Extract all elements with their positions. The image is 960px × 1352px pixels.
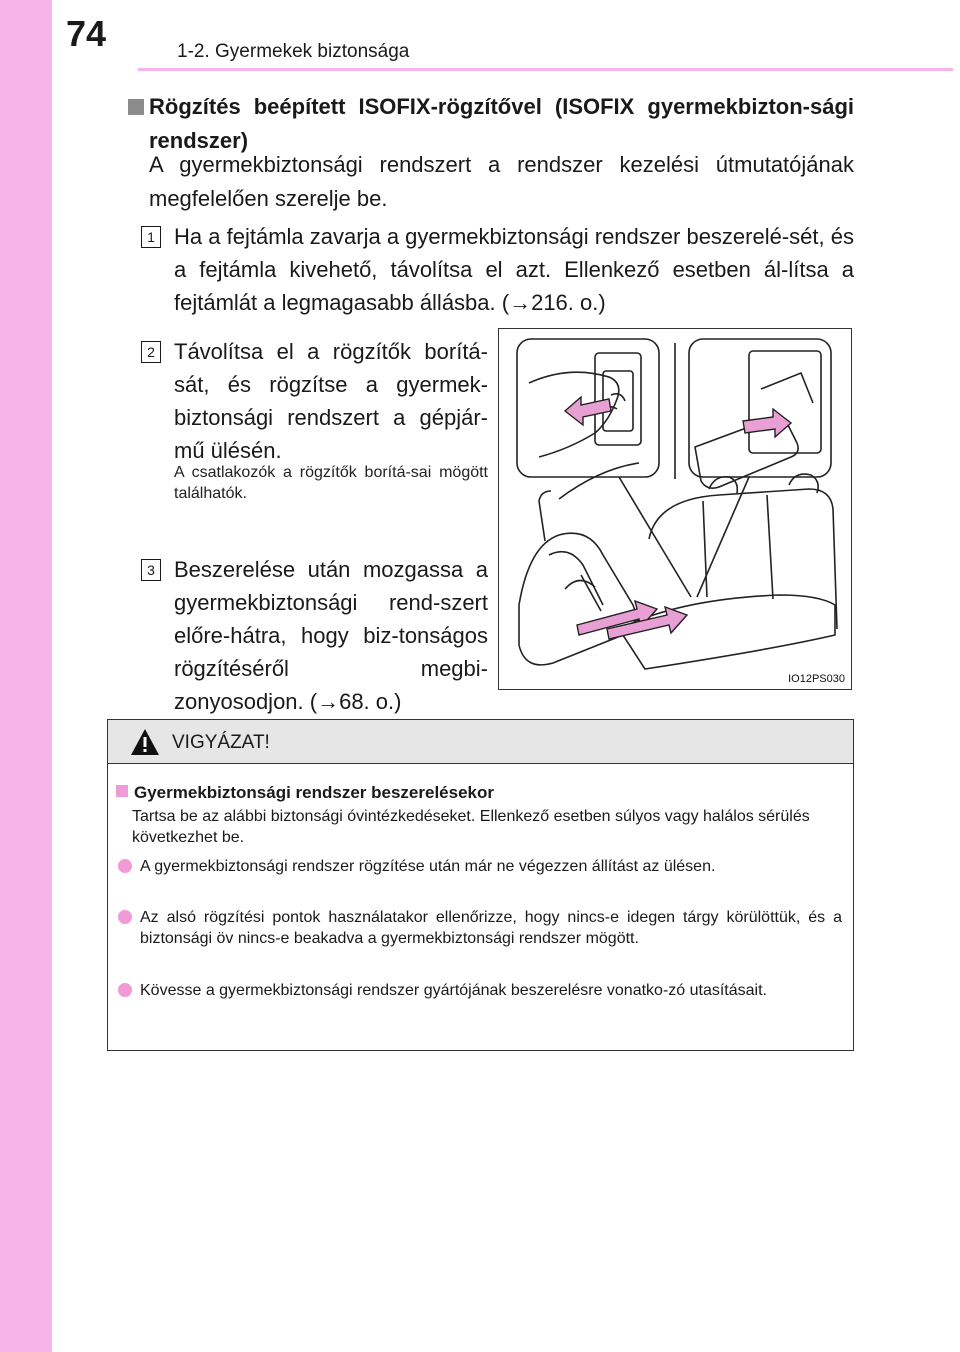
warning-bullet [118, 980, 842, 1001]
warning-heading-text: Gyermekbiztonsági rendszer beszerelésekor [134, 783, 494, 802]
step-number-box: 1 [141, 226, 161, 248]
warning-bullet [118, 907, 842, 949]
page-number: 74 [66, 13, 107, 54]
step-1 [149, 220, 854, 319]
bullet-dot-icon [118, 859, 132, 873]
bullet-dot-icon [118, 983, 132, 997]
step-text: Ha a fejtámla zavarja a gyermekbiztonsági rendszer beszerelé-sét, és a fejtámla kivehető, távolítsa el azt. Ellenkező esetben ál-lítsa a fejtámlát a legmagasabb állásba. (→216. o.) [174, 224, 854, 315]
intro-paragraph: A gyermekbiztonsági rendszert a rendszer kezelési útmutatójának megfelelően szerelje be. [149, 152, 854, 211]
warning-intro: Tartsa be az alábbi biztonsági óvintézkedéseket. Ellenkező esetben súlyos vagy halálos sérülés következhet be. [132, 808, 810, 846]
bullet-text: Az alsó rögzítési pontok használatakor ellenőrizze, hogy nincs-e idegen tárgy körülöttük, és a biztonsági öv nincs-e beakadva a gyermekbiztonsági rendszer mögött. [140, 909, 842, 947]
step-number-box: 2 [141, 341, 161, 363]
step-text: Beszerelése után mozgassa a gyermekbiztonsági rend-szert előre-hátra, hogy biz-tonságos rögzítéséről megbi-zonyosodjon. (→68. o.) [174, 557, 488, 714]
warning-box [107, 719, 854, 1051]
bullet-text: Kövesse a gyermekbiztonsági rendszer gyártójának beszerelésre vonatko-zó utasításait. [140, 982, 767, 999]
step-3 [149, 553, 488, 718]
step-text: Távolítsa el a rögzítők borítá-sát, és rögzítse a gyermek-biztonsági rendszert a gépjár-mű ülésén. [174, 339, 488, 463]
isofix-illustration-drawing [499, 329, 851, 689]
warning-heading [116, 782, 494, 804]
heading-square-icon [128, 99, 144, 115]
left-color-band [0, 0, 52, 1352]
warning-title: VIGYÁZAT! [172, 732, 270, 753]
bullet-text: A gyermekbiztonsági rendszer rögzítése után már ne végezzen állítást az ülésen. [140, 858, 716, 875]
warning-bullet [118, 856, 842, 877]
heading-square-icon [116, 785, 128, 797]
bullet-dot-icon [118, 910, 132, 924]
isofix-illustration [498, 328, 852, 690]
warning-header [108, 720, 853, 764]
running-header: 1-2. Gyermekek biztonsága [177, 41, 410, 62]
step-2 [149, 335, 488, 467]
step-number-box: 3 [141, 559, 161, 581]
step-2-note: A csatlakozók a rögzítők borítá-sai mögött találhatók. [174, 464, 488, 502]
figure-id-label: IO12PS030 [788, 673, 845, 685]
header-rule [138, 68, 953, 71]
warning-triangle-icon [130, 728, 160, 761]
section-heading-text: Rögzítés beépített ISOFIX-rögzítővel (ISOFIX gyermekbizton-sági rendszer) [149, 94, 854, 153]
